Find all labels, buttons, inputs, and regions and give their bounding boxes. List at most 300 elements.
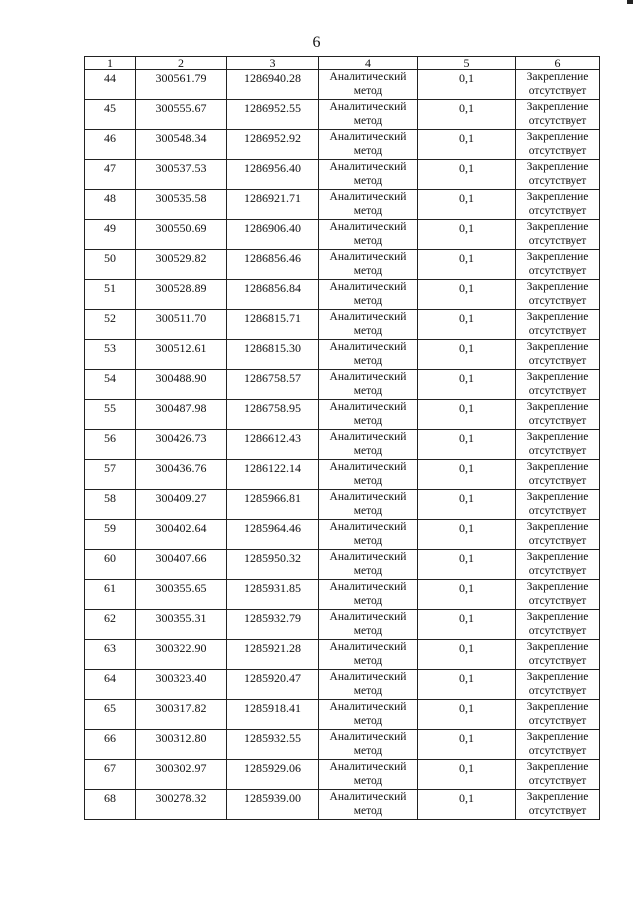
- status-cell-text: [516, 430, 599, 458]
- method-cell-line2: метод: [353, 355, 383, 367]
- method-cell-line2: метод: [353, 445, 383, 457]
- header-cell: 4: [319, 57, 418, 70]
- table-row: [85, 100, 600, 130]
- method-cell-text: [319, 370, 417, 398]
- method-cell-text: [319, 610, 417, 638]
- method-cell-line2: метод: [353, 565, 383, 577]
- status-cell-line2: отсутствует: [528, 535, 587, 547]
- coord-x-cell: [136, 610, 227, 640]
- status-cell-line2: отсутствует: [528, 265, 587, 277]
- status-cell-line2: отсутствует: [528, 805, 587, 817]
- status-cell-line2: отсутствует: [528, 145, 587, 157]
- accuracy-cell: [418, 280, 516, 310]
- status-cell-line1: Закрепление: [526, 611, 589, 623]
- method-cell-line2: метод: [353, 415, 383, 427]
- status-cell-line2: отсутствует: [528, 355, 587, 367]
- status-cell-line2: отсутствует: [528, 715, 587, 727]
- status-cell-line1: Закрепление: [526, 341, 589, 353]
- status-cell: [516, 430, 600, 460]
- accuracy-cell-text: 0,1: [459, 701, 474, 715]
- coord-y-cell: [227, 280, 319, 310]
- point-number-cell: [85, 130, 136, 160]
- point-number-cell-text: 45: [104, 101, 116, 115]
- point-number-cell: [85, 760, 136, 790]
- status-cell-text: [516, 520, 599, 548]
- header-cell: 1: [85, 57, 136, 70]
- method-cell-text: [319, 520, 417, 548]
- coord-y-cell-text: 1285918.41: [244, 701, 301, 715]
- coord-y-cell: [227, 460, 319, 490]
- method-cell: [319, 310, 418, 340]
- coord-y-cell-text: 1286122.14: [244, 461, 301, 475]
- method-cell: [319, 490, 418, 520]
- point-number-cell-text: 61: [104, 581, 116, 595]
- status-cell-text: [516, 490, 599, 518]
- point-number-cell: [85, 700, 136, 730]
- coord-x-cell: [136, 310, 227, 340]
- coord-x-cell: [136, 520, 227, 550]
- status-cell-line1: Закрепление: [526, 551, 589, 563]
- coord-y-cell-text: 1285920.47: [244, 671, 301, 685]
- accuracy-cell: [418, 640, 516, 670]
- method-cell: [319, 460, 418, 490]
- coord-y-cell-text: 1286952.55: [244, 101, 301, 115]
- coord-y-cell: [227, 670, 319, 700]
- accuracy-cell: [418, 610, 516, 640]
- status-cell-line2: отсутствует: [528, 385, 587, 397]
- method-cell-text: [319, 790, 417, 818]
- method-cell-text: [319, 670, 417, 698]
- method-cell-line1: Аналитический: [329, 71, 407, 83]
- method-cell-text: [319, 100, 417, 128]
- coord-x-cell: [136, 220, 227, 250]
- coord-x-cell: [136, 370, 227, 400]
- status-cell-line1: Закрепление: [526, 281, 589, 293]
- point-number-cell-text: 52: [104, 311, 116, 325]
- status-cell-text: [516, 700, 599, 728]
- point-number-cell-text: 49: [104, 221, 116, 235]
- point-number-cell: [85, 790, 136, 820]
- table-row: [85, 460, 600, 490]
- method-cell-line1: Аналитический: [329, 701, 407, 713]
- table-row: [85, 220, 600, 250]
- method-cell-line1: Аналитический: [329, 131, 407, 143]
- method-cell-text: [319, 340, 417, 368]
- accuracy-cell-text: 0,1: [459, 611, 474, 625]
- accuracy-cell: [418, 730, 516, 760]
- coord-x-cell: [136, 730, 227, 760]
- method-cell-line1: Аналитический: [329, 401, 407, 413]
- method-cell-line1: Аналитический: [329, 611, 407, 623]
- method-cell-text: [319, 730, 417, 758]
- status-cell-line2: отсутствует: [528, 325, 587, 337]
- accuracy-cell-text: 0,1: [459, 401, 474, 415]
- status-cell-line1: Закрепление: [526, 371, 589, 383]
- point-number-cell: [85, 490, 136, 520]
- accuracy-cell: [418, 520, 516, 550]
- accuracy-cell: [418, 760, 516, 790]
- table-row: [85, 670, 600, 700]
- status-cell: [516, 790, 600, 820]
- status-cell-line1: Закрепление: [526, 761, 589, 773]
- coord-x-cell-text: 300511.70: [155, 311, 207, 325]
- method-cell-line2: метод: [353, 505, 383, 517]
- coord-y-cell: [227, 730, 319, 760]
- method-cell-line2: метод: [353, 235, 383, 247]
- accuracy-cell-text: 0,1: [459, 521, 474, 535]
- method-cell-text: [319, 580, 417, 608]
- status-cell: [516, 250, 600, 280]
- status-cell-line2: отсутствует: [528, 745, 587, 757]
- method-cell: [319, 610, 418, 640]
- table-header-row: [85, 57, 600, 70]
- coord-x-cell: [136, 670, 227, 700]
- table-row: [85, 790, 600, 820]
- method-cell: [319, 250, 418, 280]
- point-number-cell: [85, 100, 136, 130]
- method-cell-line1: Аналитический: [329, 191, 407, 203]
- point-number-cell-text: 50: [104, 251, 116, 265]
- status-cell-text: [516, 100, 599, 128]
- status-cell: [516, 640, 600, 670]
- status-cell-line1: Закрепление: [526, 671, 589, 683]
- status-cell-line1: Закрепление: [526, 131, 589, 143]
- accuracy-cell: [418, 250, 516, 280]
- method-cell-line2: метод: [353, 475, 383, 487]
- method-cell: [319, 160, 418, 190]
- table-row: [85, 730, 600, 760]
- method-cell-line2: метод: [353, 745, 383, 757]
- method-cell-text: [319, 130, 417, 158]
- coord-y-cell: [227, 190, 319, 220]
- coord-x-cell: [136, 460, 227, 490]
- coord-y-cell-text: 1285950.32: [244, 551, 301, 565]
- accuracy-cell: [418, 700, 516, 730]
- status-cell: [516, 610, 600, 640]
- method-cell-line2: метод: [353, 85, 383, 97]
- accuracy-cell-text: 0,1: [459, 551, 474, 565]
- method-cell-text: [319, 550, 417, 578]
- accuracy-cell-text: 0,1: [459, 281, 474, 295]
- coord-y-cell: [227, 640, 319, 670]
- status-cell: [516, 490, 600, 520]
- method-cell: [319, 670, 418, 700]
- coord-x-cell: [136, 580, 227, 610]
- table-row: [85, 130, 600, 160]
- status-cell-text: [516, 460, 599, 488]
- method-cell-line2: метод: [353, 115, 383, 127]
- method-cell-text: [319, 640, 417, 668]
- status-cell: [516, 730, 600, 760]
- method-cell-line2: метод: [353, 325, 383, 337]
- coord-y-cell-text: 1286906.40: [244, 221, 301, 235]
- point-number-cell: [85, 520, 136, 550]
- table-row: [85, 760, 600, 790]
- point-number-cell: [85, 430, 136, 460]
- table-row: [85, 250, 600, 280]
- method-cell: [319, 700, 418, 730]
- accuracy-cell-text: 0,1: [459, 431, 474, 445]
- coord-x-cell: [136, 550, 227, 580]
- coord-y-cell-text: 1285929.06: [244, 761, 301, 775]
- point-number-cell: [85, 250, 136, 280]
- method-cell-line1: Аналитический: [329, 281, 407, 293]
- method-cell: [319, 430, 418, 460]
- coord-y-cell: [227, 430, 319, 460]
- method-cell-line1: Аналитический: [329, 551, 407, 563]
- method-cell-line1: Аналитический: [329, 761, 407, 773]
- status-cell-text: [516, 70, 599, 98]
- coord-y-cell: [227, 100, 319, 130]
- coord-x-cell-text: 300322.90: [155, 641, 207, 655]
- coord-y-cell: [227, 70, 319, 100]
- accuracy-cell-text: 0,1: [459, 311, 474, 325]
- coord-y-cell: [227, 700, 319, 730]
- point-number-cell: [85, 550, 136, 580]
- accuracy-cell: [418, 490, 516, 520]
- status-cell-text: [516, 580, 599, 608]
- point-number-cell-text: 55: [104, 401, 116, 415]
- coord-y-cell-text: 1285966.81: [244, 491, 301, 505]
- coord-x-cell-text: 300548.34: [155, 131, 207, 145]
- table-row: [85, 430, 600, 460]
- coord-y-cell-text: 1285931.85: [244, 581, 301, 595]
- coord-x-cell: [136, 280, 227, 310]
- status-cell-line2: отсутствует: [528, 85, 587, 97]
- coord-x-cell-text: 300409.27: [155, 491, 207, 505]
- method-cell-text: [319, 490, 417, 518]
- status-cell: [516, 160, 600, 190]
- status-cell-text: [516, 550, 599, 578]
- status-cell: [516, 700, 600, 730]
- coord-x-cell: [136, 250, 227, 280]
- coord-x-cell-text: 300317.82: [155, 701, 207, 715]
- status-cell-text: [516, 370, 599, 398]
- accuracy-cell-text: 0,1: [459, 581, 474, 595]
- method-cell-line2: метод: [353, 805, 383, 817]
- method-cell-text: [319, 280, 417, 308]
- accuracy-cell-text: 0,1: [459, 461, 474, 475]
- status-cell-text: [516, 340, 599, 368]
- coord-y-cell-text: 1285964.46: [244, 521, 301, 535]
- method-cell-line2: метод: [353, 385, 383, 397]
- status-cell-text: [516, 250, 599, 278]
- coord-y-cell-text: 1286815.71: [244, 311, 301, 325]
- point-number-cell: [85, 190, 136, 220]
- coord-y-cell-text: 1285932.79: [244, 611, 301, 625]
- coord-y-cell: [227, 310, 319, 340]
- table-row: [85, 310, 600, 340]
- point-number-cell-text: 66: [104, 731, 116, 745]
- coord-y-cell-text: 1285932.55: [244, 731, 301, 745]
- coord-x-cell: [136, 640, 227, 670]
- coord-y-cell: [227, 340, 319, 370]
- method-cell-line1: Аналитический: [329, 341, 407, 353]
- status-cell-text: [516, 400, 599, 428]
- accuracy-cell: [418, 670, 516, 700]
- method-cell: [319, 400, 418, 430]
- coord-x-cell-text: 300323.40: [155, 671, 207, 685]
- status-cell-line2: отсутствует: [528, 595, 587, 607]
- status-cell-text: [516, 190, 599, 218]
- method-cell-text: [319, 160, 417, 188]
- accuracy-cell-text: 0,1: [459, 371, 474, 385]
- status-cell-text: [516, 130, 599, 158]
- method-cell-line2: метод: [353, 295, 383, 307]
- method-cell-line2: метод: [353, 175, 383, 187]
- status-cell: [516, 760, 600, 790]
- coord-y-cell: [227, 370, 319, 400]
- point-number-cell-text: 62: [104, 611, 116, 625]
- coord-y-cell-text: 1285921.28: [244, 641, 301, 655]
- method-cell-line2: метод: [353, 595, 383, 607]
- table-row: [85, 70, 600, 100]
- method-cell: [319, 70, 418, 100]
- coord-x-cell: [136, 190, 227, 220]
- status-cell-line1: Закрепление: [526, 431, 589, 443]
- point-number-cell: [85, 370, 136, 400]
- coord-x-cell-text: 300535.58: [155, 191, 207, 205]
- status-cell-line1: Закрепление: [526, 401, 589, 413]
- method-cell-line2: метод: [353, 265, 383, 277]
- method-cell-line2: метод: [353, 685, 383, 697]
- accuracy-cell: [418, 340, 516, 370]
- method-cell-line1: Аналитический: [329, 521, 407, 533]
- coord-x-cell-text: 300537.53: [155, 161, 207, 175]
- status-cell-line2: отсутствует: [528, 235, 587, 247]
- coord-x-cell: [136, 760, 227, 790]
- status-cell-line1: Закрепление: [526, 221, 589, 233]
- point-number-cell-text: 57: [104, 461, 116, 475]
- scan-corner-mark: [627, 0, 633, 4]
- coord-x-cell-text: 300512.61: [155, 341, 207, 355]
- coord-x-cell: [136, 100, 227, 130]
- coord-x-cell-text: 300402.64: [155, 521, 207, 535]
- status-cell-text: [516, 790, 599, 818]
- status-cell: [516, 400, 600, 430]
- accuracy-cell-text: 0,1: [459, 641, 474, 655]
- status-cell-line1: Закрепление: [526, 161, 589, 173]
- method-cell-line1: Аналитический: [329, 311, 407, 323]
- status-cell-line2: отсутствует: [528, 655, 587, 667]
- accuracy-cell: [418, 550, 516, 580]
- coord-y-cell-text: 1286758.95: [244, 401, 301, 415]
- header-cell: 2: [136, 57, 227, 70]
- status-cell-line2: отсутствует: [528, 565, 587, 577]
- point-number-cell: [85, 640, 136, 670]
- table-row: [85, 280, 600, 310]
- method-cell: [319, 580, 418, 610]
- point-number-cell-text: 58: [104, 491, 116, 505]
- method-cell-text: [319, 250, 417, 278]
- method-cell-text: [319, 220, 417, 248]
- coord-x-cell-text: 300555.67: [155, 101, 207, 115]
- method-cell-text: [319, 430, 417, 458]
- coord-y-cell: [227, 550, 319, 580]
- accuracy-cell-text: 0,1: [459, 191, 474, 205]
- method-cell: [319, 760, 418, 790]
- status-cell-line2: отсутствует: [528, 775, 587, 787]
- method-cell-line2: метод: [353, 535, 383, 547]
- status-cell: [516, 460, 600, 490]
- point-number-cell: [85, 670, 136, 700]
- coord-x-cell-text: 300488.90: [155, 371, 207, 385]
- method-cell-line1: Аналитический: [329, 731, 407, 743]
- coord-y-cell-text: 1286612.43: [244, 431, 301, 445]
- coord-y-cell: [227, 580, 319, 610]
- coord-x-cell-text: 300550.69: [155, 221, 207, 235]
- status-cell: [516, 130, 600, 160]
- method-cell-line2: метод: [353, 715, 383, 727]
- method-cell-line1: Аналитический: [329, 431, 407, 443]
- table-row: [85, 580, 600, 610]
- accuracy-cell-text: 0,1: [459, 101, 474, 115]
- status-cell-line1: Закрепление: [526, 101, 589, 113]
- method-cell-text: [319, 700, 417, 728]
- accuracy-cell: [418, 130, 516, 160]
- method-cell-line1: Аналитический: [329, 221, 407, 233]
- coord-y-cell: [227, 250, 319, 280]
- coord-y-cell-text: 1286940.28: [244, 71, 301, 85]
- status-cell-text: [516, 730, 599, 758]
- coord-y-cell-text: 1286758.57: [244, 371, 301, 385]
- status-cell-line1: Закрепление: [526, 191, 589, 203]
- status-cell-line2: отсутствует: [528, 625, 587, 637]
- point-number-cell: [85, 610, 136, 640]
- coord-y-cell-text: 1286815.30: [244, 341, 301, 355]
- header-cell: 3: [227, 57, 319, 70]
- status-cell: [516, 70, 600, 100]
- point-number-cell-text: 44: [104, 71, 116, 85]
- accuracy-cell: [418, 310, 516, 340]
- accuracy-cell-text: 0,1: [459, 251, 474, 265]
- table-row: [85, 520, 600, 550]
- status-cell-line2: отсутствует: [528, 115, 587, 127]
- method-cell: [319, 220, 418, 250]
- accuracy-cell: [418, 100, 516, 130]
- point-number-cell: [85, 220, 136, 250]
- point-number-cell-text: 63: [104, 641, 116, 655]
- accuracy-cell: [418, 70, 516, 100]
- method-cell-text: [319, 310, 417, 338]
- status-cell-text: [516, 280, 599, 308]
- method-cell: [319, 130, 418, 160]
- status-cell: [516, 580, 600, 610]
- accuracy-cell-text: 0,1: [459, 161, 474, 175]
- coord-y-cell: [227, 220, 319, 250]
- accuracy-cell-text: 0,1: [459, 671, 474, 685]
- point-number-cell-text: 68: [104, 791, 116, 805]
- coord-y-cell: [227, 160, 319, 190]
- coord-x-cell-text: 300528.89: [155, 281, 207, 295]
- table-row: [85, 340, 600, 370]
- point-number-cell-text: 60: [104, 551, 116, 565]
- point-number-cell-text: 53: [104, 341, 116, 355]
- table-row: [85, 370, 600, 400]
- coord-y-cell-text: 1286856.46: [244, 251, 301, 265]
- status-cell-line1: Закрепление: [526, 791, 589, 803]
- coord-x-cell: [136, 430, 227, 460]
- point-number-cell-text: 64: [104, 671, 116, 685]
- point-number-cell-text: 59: [104, 521, 116, 535]
- coord-x-cell-text: 300407.66: [155, 551, 207, 565]
- accuracy-cell-text: 0,1: [459, 131, 474, 145]
- method-cell-line1: Аналитический: [329, 101, 407, 113]
- coord-x-cell-text: 300355.31: [155, 611, 207, 625]
- point-number-cell: [85, 400, 136, 430]
- method-cell-line1: Аналитический: [329, 491, 407, 503]
- method-cell-text: [319, 190, 417, 218]
